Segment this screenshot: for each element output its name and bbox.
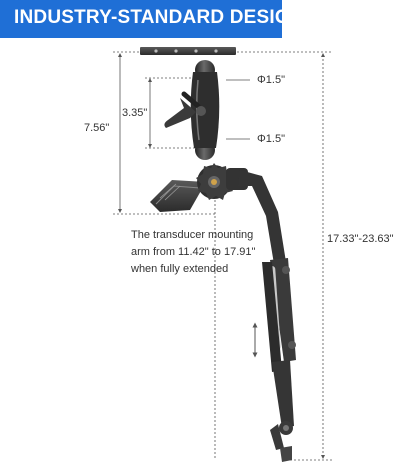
note-line-2: arm from 11.42" to 17.91" [131, 246, 256, 258]
upper-height-label: 7.56" [84, 122, 110, 134]
top-plate [140, 47, 236, 55]
extension-arm [238, 170, 296, 462]
total-height-label: 17.33"-23.63" [327, 233, 394, 245]
ball-spacing-label: 3.35" [122, 107, 148, 119]
extension-note [131, 227, 281, 278]
banner-title: INDUSTRY-STANDARD DESIGN [14, 7, 304, 28]
ball-bottom-label: Φ1.5" [257, 133, 285, 145]
note-line-1: The transducer mounting [131, 229, 254, 241]
socket-arm [164, 60, 219, 160]
ball-top-label: Φ1.5" [257, 74, 285, 86]
note-line-3: when fully extended [131, 263, 229, 275]
